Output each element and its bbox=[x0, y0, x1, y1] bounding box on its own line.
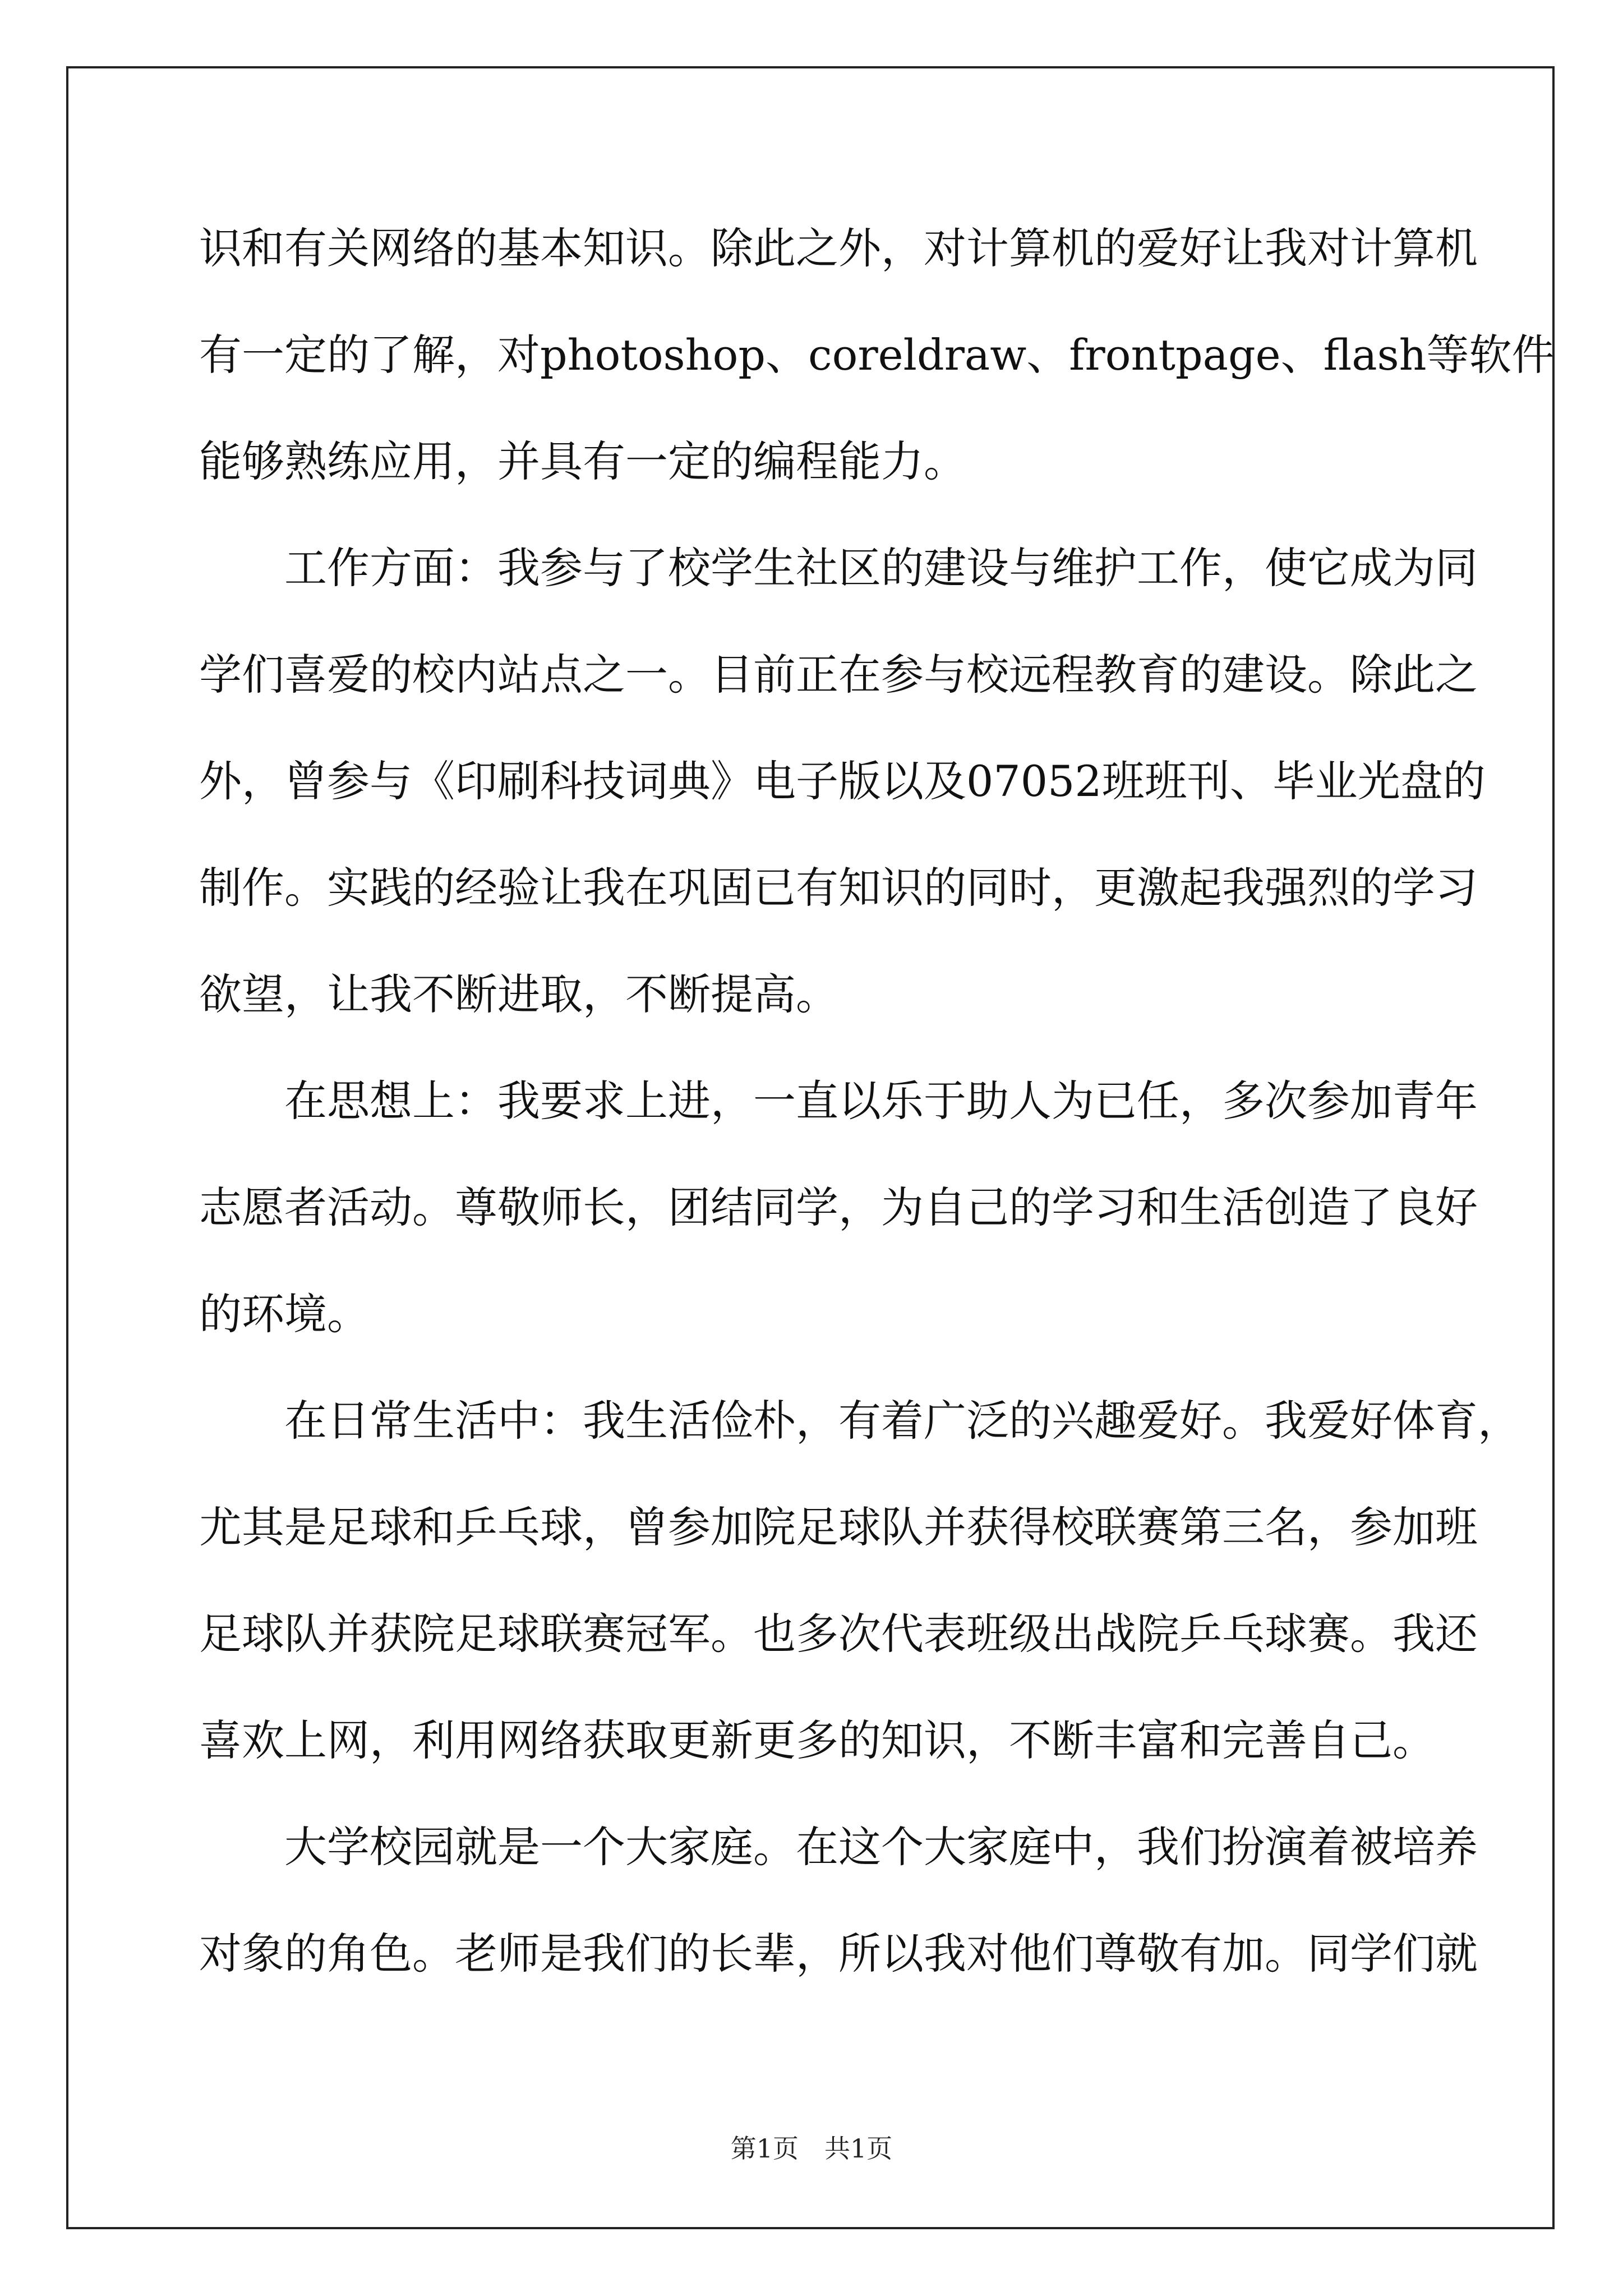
text-line: 在思想上：我要求上进，一直以乐于助人为已任，多次参加青年 bbox=[199, 1076, 1478, 1126]
text-line: 的环境。 bbox=[199, 1289, 370, 1339]
page-number: 第1页 共1页 bbox=[730, 2133, 893, 2164]
page-frame bbox=[66, 66, 1555, 2229]
text-line: 外，曾参与《印刷科技词典》电子版以及07052班班刊、毕业光盘的 bbox=[199, 756, 1486, 806]
text-line: 制作。实践的经验让我在巩固已有知识的同时，更激起我强烈的学习 bbox=[199, 863, 1478, 913]
text-line: 工作方面：我参与了校学生社区的建设与维护工作，使它成为同 bbox=[199, 543, 1478, 593]
text-line: 识和有关网络的基本知识。除此之外，对计算机的爱好让我对计算机 bbox=[199, 223, 1478, 273]
text-line: 喜欢上网，利用网络获取更新更多的知识，不断丰富和完善自己。 bbox=[199, 1715, 1435, 1765]
text-line: 志愿者活动。尊敬师长，团结同学，为自己的学习和生活创造了良好 bbox=[199, 1182, 1478, 1232]
text-line: 能够熟练应用，并具有一定的编程能力。 bbox=[199, 436, 966, 486]
text-line: 足球队并获院足球联赛冠军。也多次代表班级出战院乒乓球赛。我还 bbox=[199, 1609, 1478, 1659]
text-line: 对象的角色。老师是我们的长辈，所以我对他们尊敬有加。同学们就 bbox=[199, 1929, 1478, 1978]
text-line: 有一定的了解，对photoshop、coreldraw、frontpage、flash等软件 bbox=[199, 330, 1555, 380]
text-line: 大学校园就是一个大家庭。在这个大家庭中，我们扮演着被培养 bbox=[199, 1822, 1478, 1872]
text-line: 在日常生活中：我生活俭朴，有着广泛的兴趣爱好。我爱好体育， bbox=[199, 1396, 1520, 1446]
text-line: 欲望，让我不断进取，不断提高。 bbox=[199, 969, 838, 1019]
text-line: 尤其是足球和乒乓球，曾参加院足球队并获得校联赛第三名，参加班 bbox=[199, 1502, 1478, 1552]
text-line: 学们喜爱的校内站点之一。目前正在参与校远程教育的建设。除此之 bbox=[199, 650, 1478, 700]
